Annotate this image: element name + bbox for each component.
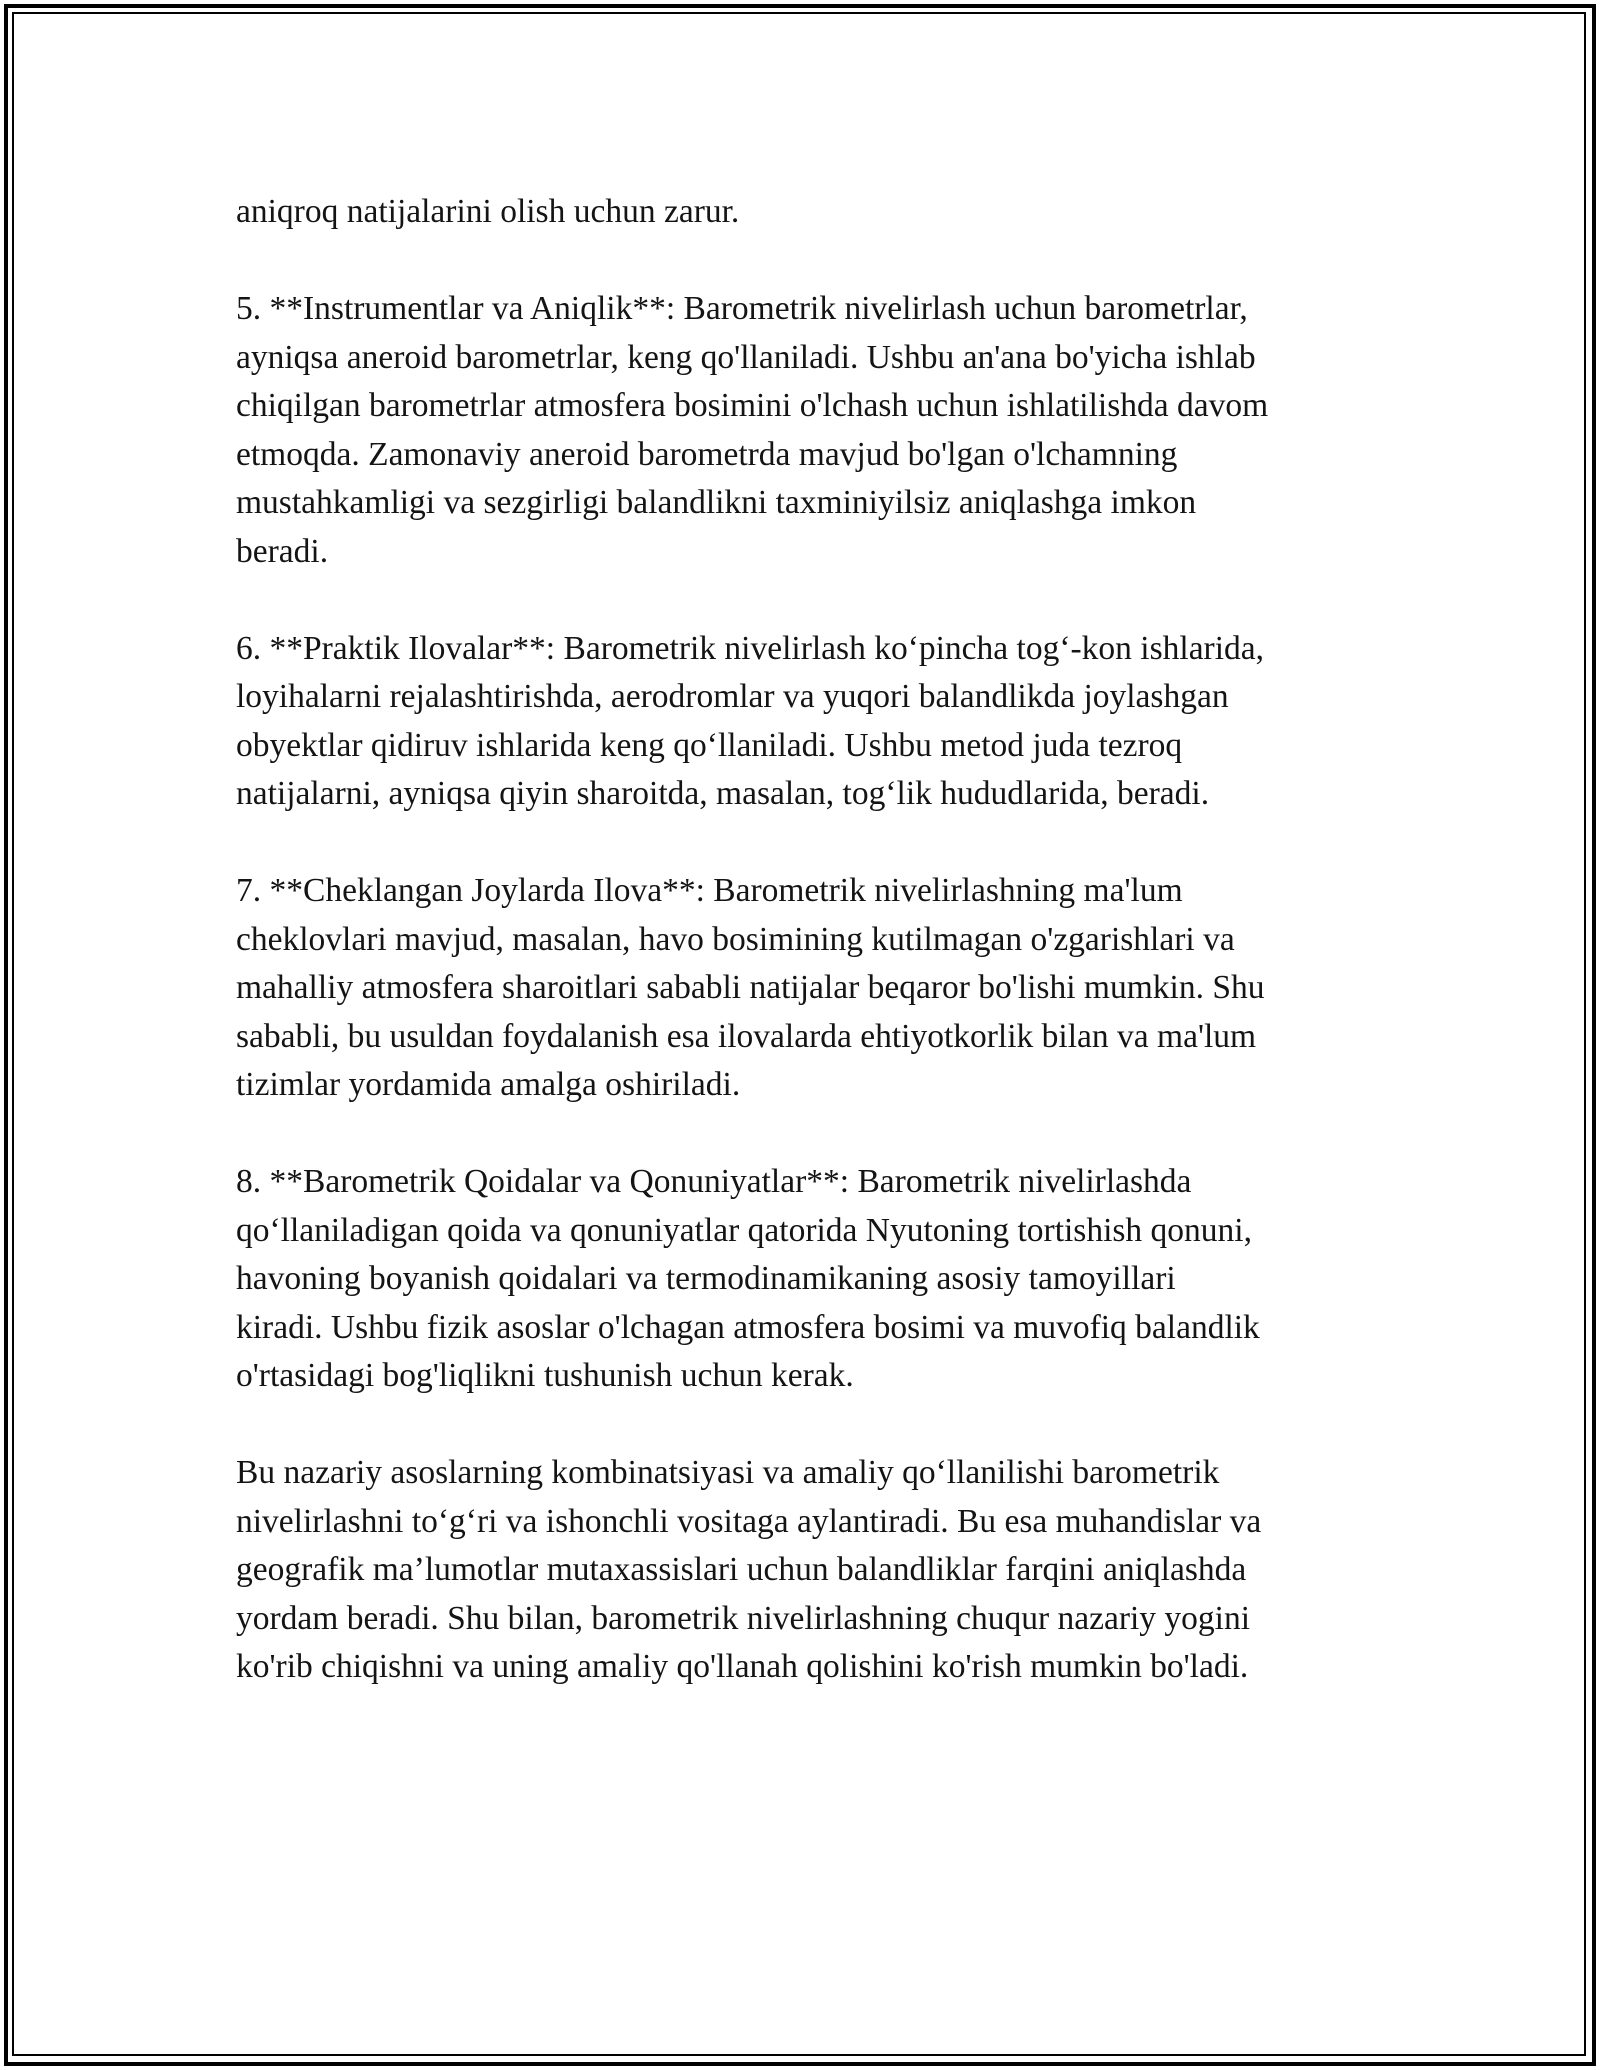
paragraph-item-8-rules-and-laws: 8. **Barometrik Qoidalar va Qonuniyatlar**: Barometrik nivelirlashda qo‘llaniladigan qoida va qonuniyatlar qatorida Nyutoning tortishish qonuni, havoning boyanish qoidalari va termodinamikaning asosiy tamoyillari kiradi. Ushbu fizik asoslar o'lchagan atmosfera bosimi va muvofiq balandlik o'rtasidagi bog'liqlikni tushunish uchun kerak.	[236, 1163, 1260, 1394]
paragraph-intro-continuation: aniqroq natijalarini olish uchun zarur.	[236, 193, 740, 230]
paragraph-item-5-instruments: 5. **Instrumentlar va Aniqlik**: Barometrik nivelirlash uchun barometrlar, ayniqsa aneroid barometrlar, keng qo'llaniladi. Ushbu an'ana bo'yicha ishlab chiqilgan barometrlar atmosfera bosimini o'lchash uchun ishlatilishda davom etmoqda. Zamonaviy aneroid barometrda mavjud bo'lgan o'lchamning mustahkamligi va sezgirligi balandlikni taxminiyilsiz aniqlashga imkon beradi.	[236, 290, 1269, 570]
document-body	[236, 188, 1376, 1692]
paragraph-conclusion: Bu nazariy asoslarning kombinatsiyasi va amaliy qo‘llanilishi barometrik nivelirlashni to‘g‘ri va ishonchli vositaga aylantiradi. Bu esa muhandislar va geografik ma’lumotlar mutaxassislari uchun balandliklar farqini aniqlashda yordam beradi. Shu bilan, barometrik nivelirlashning chuqur nazariy yogini ko'rib chiqishni va uning amaliy qo'llanah qolishini ko'rish mumkin bo'ladi.	[236, 1454, 1262, 1685]
paragraph-item-6-practical-applications: 6. **Praktik Ilovalar**: Barometrik nivelirlash ko‘pincha tog‘-kon ishlarida, loyihalarni rejalashtirishda, aerodromlar va yuqori balandlikda joylashgan obyektlar qidiruv ishlarida keng qo‘llaniladi. Ushbu metod juda tezroq natijalarni, ayniqsa qiyin sharoitda, masalan, tog‘lik hududlarida, beradi.	[236, 629, 1265, 812]
paragraph-item-7-limited-use: 7. **Cheklangan Joylarda Ilova**: Barometrik nivelirlashning ma'lum cheklovlari mavjud, masalan, havo bosimining kutilmagan o'zgarishlari va mahalliy atmosfera sharoitlari sababli natijalar beqaror bo'lishi mumkin. Shu sababli, bu usuldan foydalanish esa ilovalarda ehtiyotkorlik bilan va ma'lum tizimlar yordamida amalga oshiriladi.	[236, 872, 1265, 1103]
